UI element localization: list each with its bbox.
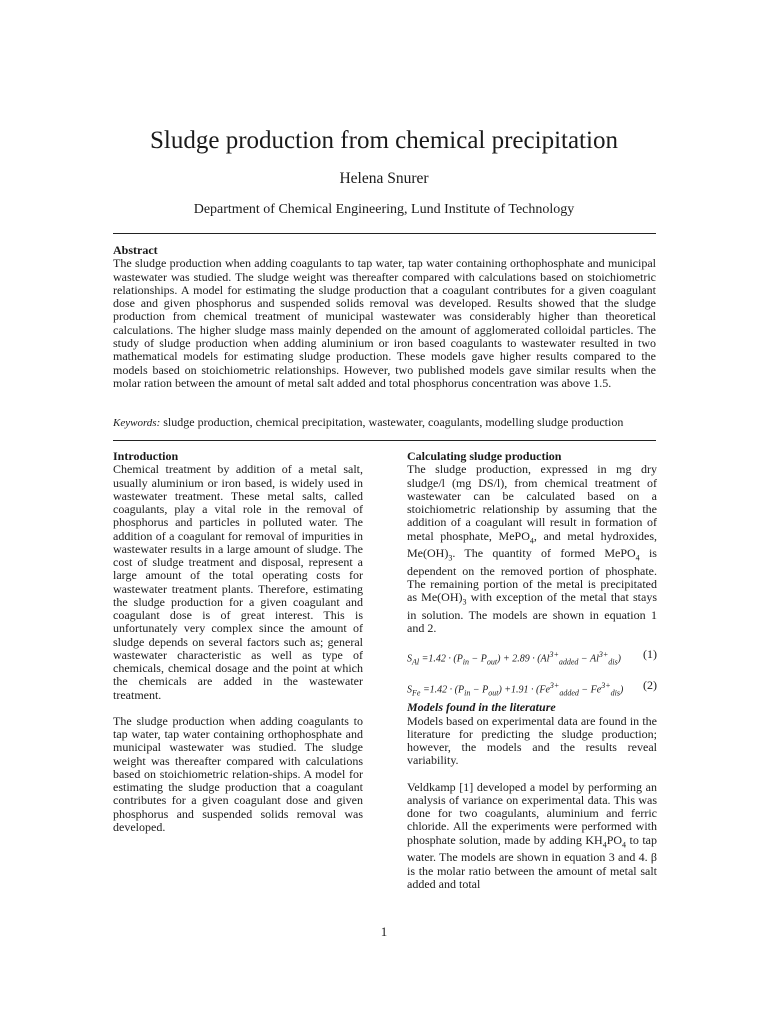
keywords-line — [113, 415, 673, 430]
left-column — [113, 450, 363, 834]
affiliation: Department of Chemical Engineering, Lund Institute of Technology — [193, 202, 575, 217]
models-paragraph-1: Models based on experimental data are found in the literature for predicting the sludge production; however, the models and the results reveal variability. — [407, 713, 657, 768]
abstract-section — [113, 244, 656, 390]
abstract-heading: Abstract — [113, 243, 158, 257]
equation-1 — [407, 646, 657, 666]
paper-title: Sludge production from chemical precipitation — [150, 127, 618, 154]
introduction-paragraph-1: Chemical treatment by addition of a metal salt, usually aluminium or iron based, is widely used in wastewater treatment. These metal salts, called coagulants, play a vital role in the removal of phosphorus and particles in polluted water. The addition of a coagulant for removal of impurities in wastewater results in a large amount of sludge. The cost of sludge treatment and disposal, represent a large amount of the total operating costs for wastewater treatment plants. Therefore, estimating the sludge production for a given coagulant and coagulant dose is of great interest. This is unfortunately very complex since the amount of sludge depends on several factors such as; general wastewater characteristic as well as type of chemicals, chemical dosage and the point at which the chemicals are added in the wastewater treatment. — [113, 462, 363, 702]
abstract-text: The sludge production when adding coagulants to tap water, tap water containing orthophosphate and municipal wastewater was studied. The sludge weight was thereafter compared with calculations based on stoichiometric relationships. A model for estimating the sludge production that a coagulant contributes for a given coagulant dose and given phosphorus and suspended solids removal was developed. Results showed that the sludge production from chemical treatment of municipal wastewater was considerably higher than theoretical calculations. The higher sludge mass mainly depended on the amount of agglomerated colloidal particles. The study of sludge production when adding aluminium or iron based coagulants to wastewater resulted in two mathematical models for estimating sludge production. These models gave higher results compared to the models based on stoichiometric relationships. However, two published models gave similar results when the molar ration between the amount of metal salt added and total phosphorus concentration was above 1.5. — [113, 256, 656, 390]
keywords-label: Keywords: — [113, 417, 161, 429]
introduction-heading: Introduction — [113, 449, 179, 463]
equation-2 — [407, 677, 657, 697]
right-column — [407, 450, 657, 891]
calculating-heading: Calculating sludge production — [407, 449, 562, 463]
equation-1-formula: $S_{Al} =1.42 \cdot (P_{in} - P_{out}) + 2.89 \cdot (Al^{3+}_{added} - Al^{3+}_{dis})$ — [407, 650, 621, 667]
introduction-paragraph-2: The sludge production when adding coagulants to tap water, tap water containing orthophosphate and municipal wastewater was studied. The sludge weight was thereafter compared with calculations based on stoichiometric relation-ships. A model for estimating the sludge production that a coagulant contributes for a given coagulant dose and given phosphorus and suspended solids removal was developed. — [113, 713, 363, 834]
models-heading: Models found in the literature — [407, 700, 556, 715]
keywords-text: sludge production, chemical precipitation, wastewater, coagulants, modelling sludge production — [163, 415, 624, 429]
models-paragraph-2: Veldkamp [1] developed a model by performing an analysis of variance on experimental data. This was done for two coagulants, aluminium and ferric chloride. All the experiments were performed with phosphate solution, made by adding $KH_4PO_4$ to tap water. The models are shown in equation 3 and 4. β is the molar ratio between the amount of metal salt added and total — [407, 779, 657, 891]
top-divider — [113, 233, 656, 234]
calculating-paragraph: The sludge production, expressed in mg dry sludge/l (mg DS/l), from chemical treatment of wastewater can be calculated based on a stoichiometric relationship by assuming that the addition of a coagulant will result in formation of metal phosphate, MePO$_4$, and metal hydroxides, $Me(OH)_3$. The quantity of formed MePO$_4$ is dependent on the removed portion of phosphate. The remaining portion of the metal is precipitated as $Me(OH)_3$ with exception of the metal that stays in solution. The models are shown in equation 1 and 2. — [407, 462, 657, 636]
bottom-divider — [113, 440, 656, 441]
equation-2-number: (2) — [643, 678, 657, 693]
equation-1-number: (1) — [643, 647, 657, 662]
page-number: 1 — [380, 924, 388, 939]
author-name: Helena Snurer — [339, 170, 429, 187]
equation-2-formula: $S_{Fe} =1.42 \cdot (P_{in} - P_{out}) +1.91 \cdot (Fe^{3+}_{added} - Fe^{3+}_{dis})$ — [407, 681, 624, 698]
